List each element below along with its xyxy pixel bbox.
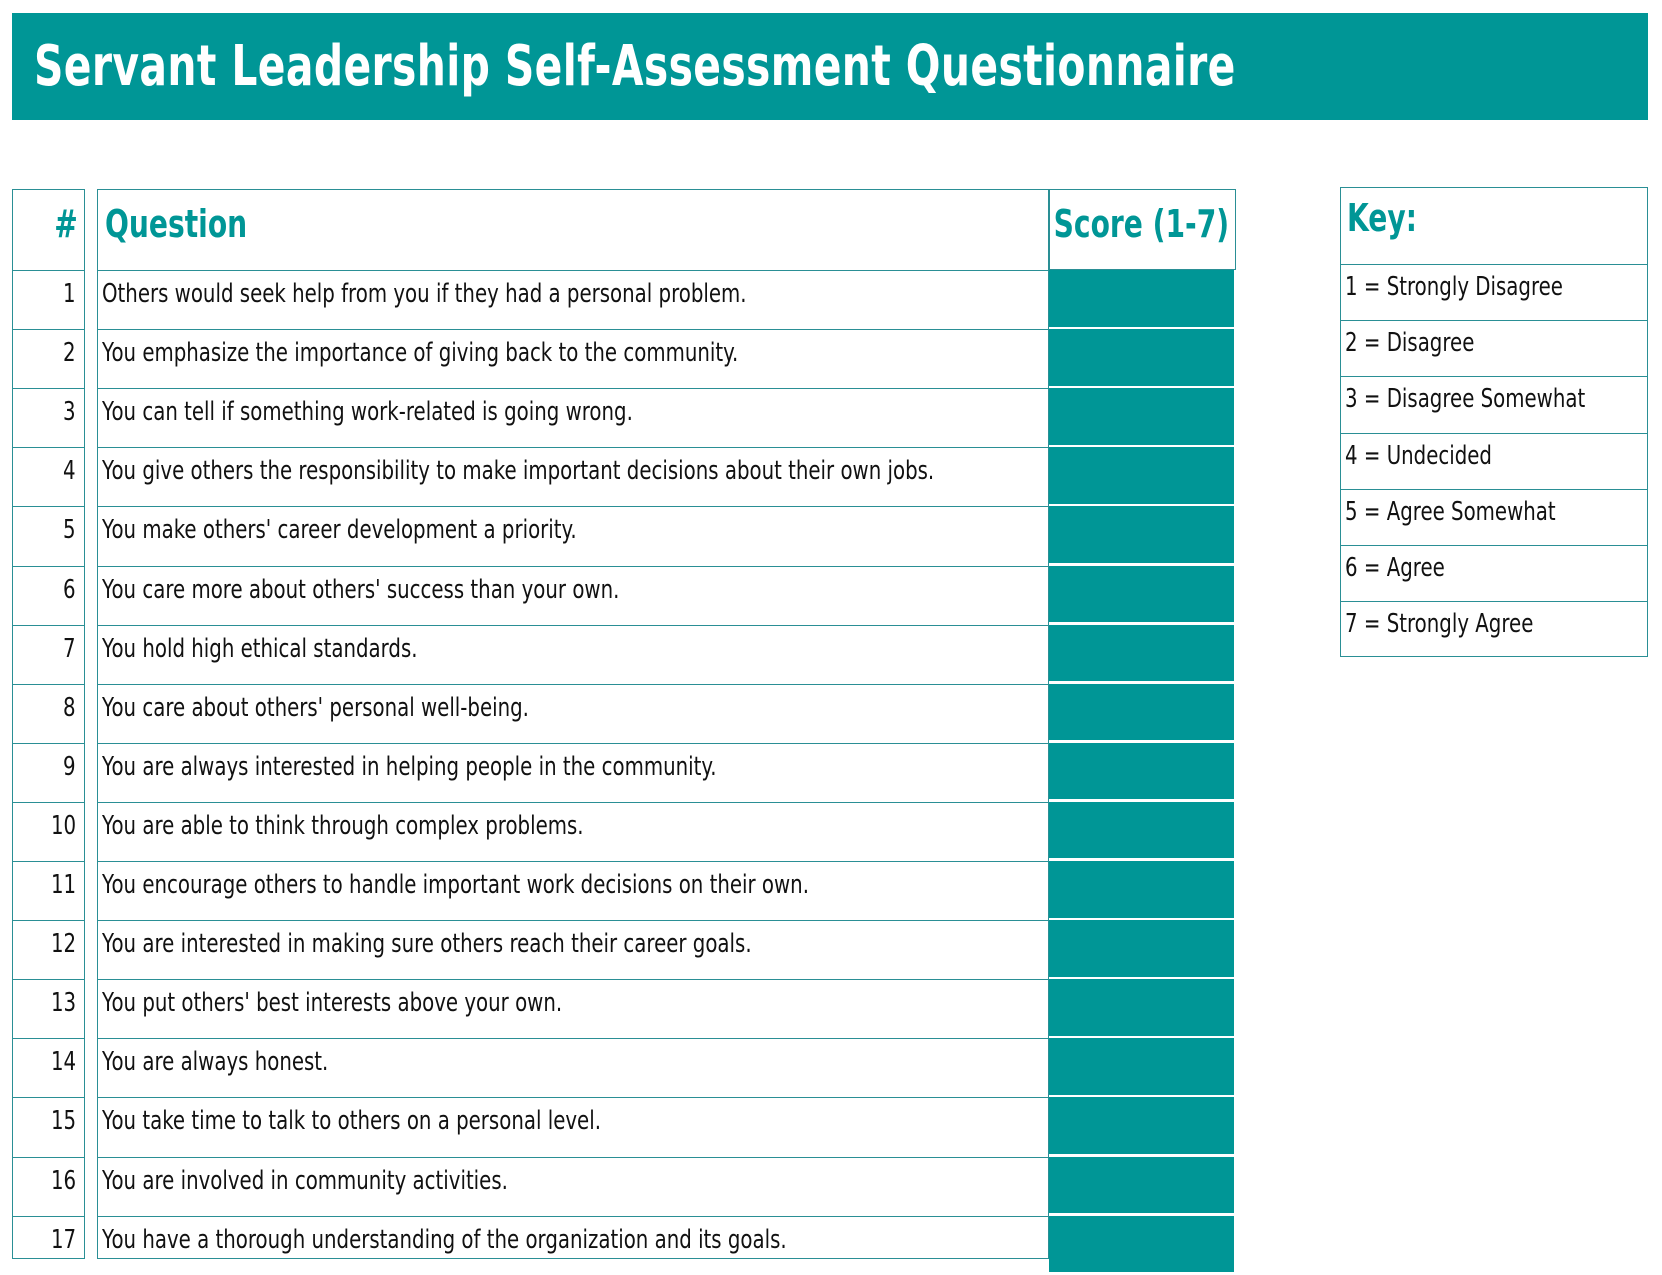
table-row	[98, 920, 1048, 979]
score-input-cell[interactable]	[1049, 802, 1234, 859]
row-number-cell	[13, 1157, 84, 1216]
question-text: You are interested in making sure others reach their career goals.	[102, 929, 752, 960]
row-number: 13	[50, 988, 76, 1019]
table-row	[98, 270, 1048, 329]
row-number-cell	[13, 684, 84, 743]
question-column	[97, 189, 1049, 1259]
table-row	[98, 979, 1048, 1038]
row-number: 17	[50, 1224, 76, 1255]
score-input-cell[interactable]	[1049, 861, 1234, 918]
row-number: 8	[63, 692, 76, 723]
row-number: 6	[63, 574, 76, 605]
key-item-label: 1 = Strongly Disagree	[1345, 272, 1563, 302]
score-input-cell[interactable]	[1049, 329, 1234, 386]
row-number: 4	[63, 456, 76, 487]
key-item-label: 2 = Disagree	[1345, 328, 1475, 359]
row-number-cell	[13, 447, 84, 506]
table-row	[98, 447, 1048, 506]
score-column-header-cell	[1049, 189, 1236, 270]
key-item-label: 5 = Agree Somewhat	[1345, 496, 1556, 527]
table-row	[98, 1038, 1048, 1097]
number-column-header: #	[54, 202, 78, 246]
key-item	[1341, 264, 1647, 320]
score-input-cell[interactable]	[1049, 270, 1234, 327]
table-row	[98, 1097, 1048, 1156]
question-text: You have a thorough understanding of the organization and its goals.	[102, 1224, 787, 1255]
key-item	[1341, 489, 1647, 545]
key-item	[1341, 545, 1647, 601]
score-column-header: Score (1-7)	[1053, 202, 1229, 246]
question-text: You put others' best interests above your own.	[102, 988, 563, 1019]
score-input-cell[interactable]	[1049, 684, 1234, 741]
table-row	[98, 743, 1048, 802]
question-text: You are involved in community activities.	[102, 1165, 508, 1196]
table-row	[98, 861, 1048, 920]
score-input-cell[interactable]	[1049, 625, 1234, 682]
question-text: You emphasize the importance of giving back to the community.	[102, 338, 739, 369]
key-title: Key:	[1347, 196, 1417, 240]
row-number: 5	[63, 515, 76, 546]
question-text: You make others' career development a priority.	[102, 515, 577, 546]
score-input-cell[interactable]	[1049, 979, 1234, 1036]
table-row	[98, 802, 1048, 861]
score-input-cell[interactable]	[1049, 1038, 1234, 1095]
row-number-cell	[13, 920, 84, 979]
question-text: You care about others' personal well-being.	[102, 692, 529, 723]
table-row	[98, 625, 1048, 684]
score-input-cell[interactable]	[1049, 743, 1234, 800]
row-number-cell	[13, 743, 84, 802]
question-text: You are always honest.	[102, 1047, 329, 1078]
row-number-cell	[13, 506, 84, 565]
question-text: You are always interested in helping people in the community.	[102, 751, 717, 782]
key-item-label: 7 = Strongly Agree	[1345, 609, 1534, 640]
question-text: You are able to think through complex problems.	[102, 810, 584, 841]
question-text: You care more about others' success than your own.	[102, 574, 620, 605]
row-number: 3	[63, 397, 76, 428]
score-input-cell[interactable]	[1049, 506, 1234, 563]
key-item	[1341, 376, 1647, 432]
key-item	[1341, 320, 1647, 376]
score-input-cell[interactable]	[1049, 388, 1234, 445]
page-title: Servant Leadership Self-Assessment Questionnaire	[34, 34, 1236, 99]
row-number-cell	[13, 1216, 84, 1275]
question-text: You give others the responsibility to make important decisions about their own jobs.	[102, 456, 935, 487]
row-number: 2	[63, 338, 76, 369]
row-number: 16	[50, 1165, 76, 1196]
table-row	[98, 1157, 1048, 1216]
table-row	[98, 506, 1048, 565]
key-item-label: 3 = Disagree Somewhat	[1345, 384, 1586, 415]
question-text: You take time to talk to others on a personal level.	[102, 1106, 601, 1137]
question-text: You hold high ethical standards.	[102, 633, 418, 664]
key-item-label: 4 = Undecided	[1345, 440, 1492, 471]
row-number-cell	[13, 625, 84, 684]
table-row	[98, 684, 1048, 743]
row-number-cell	[13, 270, 84, 329]
question-text: You encourage others to handle important work decisions on their own.	[102, 870, 809, 900]
key-legend	[1340, 187, 1648, 657]
score-input-cell[interactable]	[1049, 1097, 1234, 1154]
row-number-cell	[13, 802, 84, 861]
row-number: 10	[50, 810, 76, 841]
row-number-cell	[13, 861, 84, 920]
key-item	[1341, 601, 1647, 657]
row-number-cell	[13, 1097, 84, 1156]
table-row	[98, 388, 1048, 447]
table-row	[98, 329, 1048, 388]
number-column	[12, 189, 85, 1259]
score-input-cell[interactable]	[1049, 1216, 1234, 1273]
key-item	[1341, 433, 1647, 489]
question-text: You can tell if something work-related is going wrong.	[102, 397, 633, 428]
row-number-cell	[13, 979, 84, 1038]
row-number-cell	[13, 329, 84, 388]
row-number-cell	[13, 566, 84, 625]
row-number: 9	[63, 751, 76, 782]
table-row	[98, 566, 1048, 625]
question-text: Others would seek help from you if they had a personal problem.	[102, 279, 747, 309]
key-item-label: 6 = Agree	[1345, 553, 1445, 583]
row-number: 11	[50, 870, 76, 900]
row-number: 1	[63, 279, 76, 309]
row-number: 12	[50, 929, 76, 960]
row-number: 15	[50, 1106, 76, 1137]
title-banner	[12, 13, 1648, 120]
row-number-cell	[13, 388, 84, 447]
score-input-cell[interactable]	[1049, 920, 1234, 977]
score-input-cell[interactable]	[1049, 1157, 1234, 1214]
score-input-cell[interactable]	[1049, 566, 1234, 623]
row-number: 7	[63, 633, 76, 664]
row-number: 14	[50, 1047, 76, 1078]
question-column-header: Question	[105, 202, 248, 246]
table-row	[98, 1216, 1048, 1275]
row-number-cell	[13, 1038, 84, 1097]
score-input-cell[interactable]	[1049, 447, 1234, 504]
